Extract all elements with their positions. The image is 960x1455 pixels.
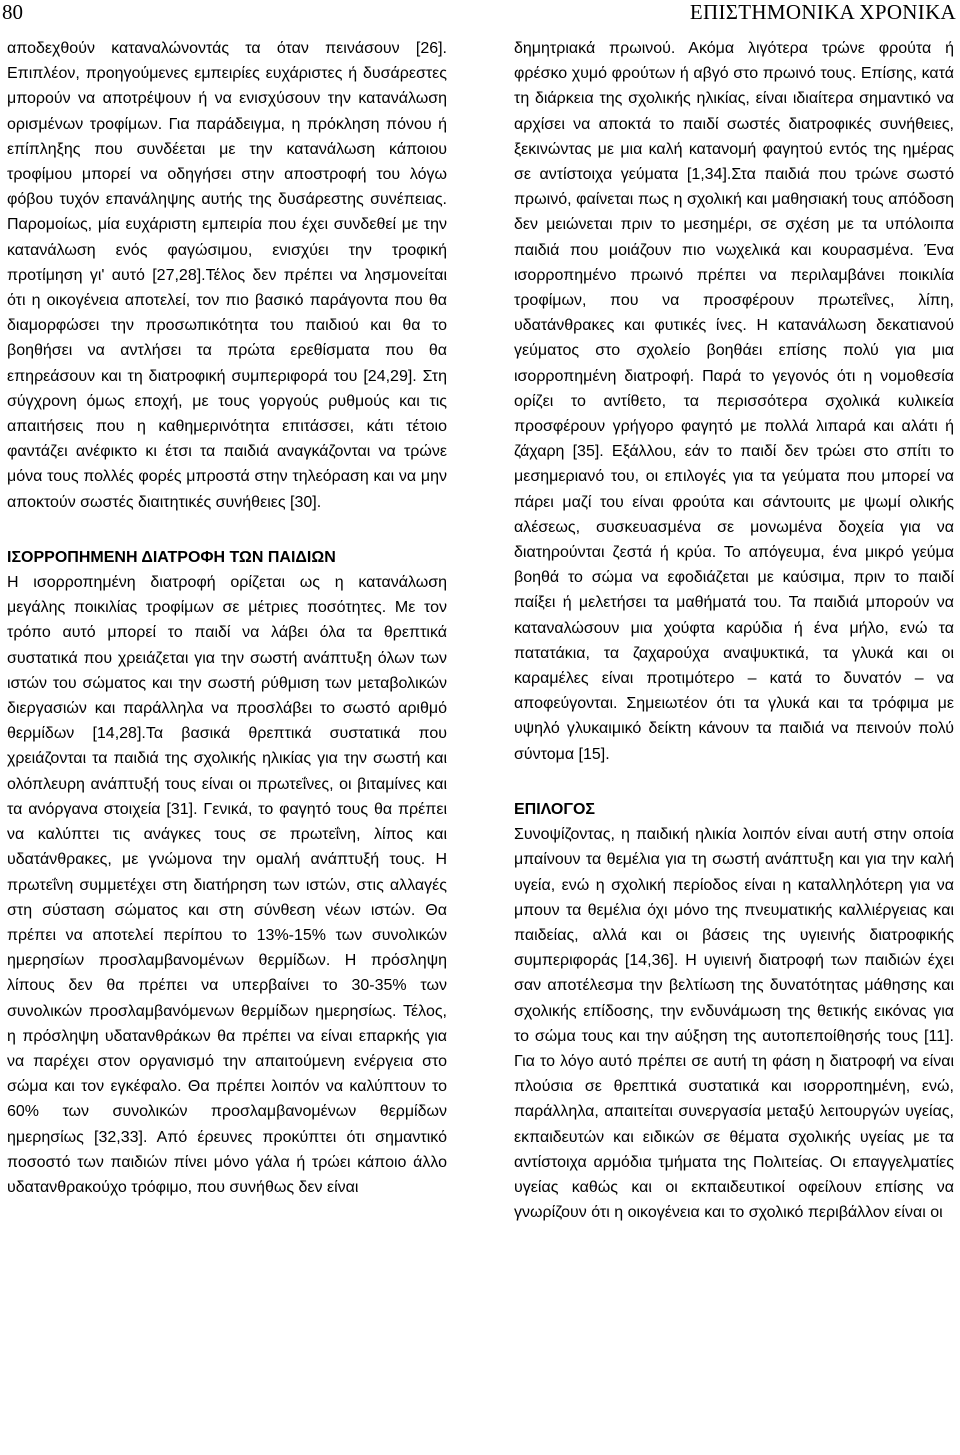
journal-name: ΕΠΙΣΤΗΜΟΝΙΚΑ ΧΡΟΝΙΚΑ [689, 0, 956, 24]
paragraph-food-experiences-family: αποδεχθούν καταναλώνοντάς τα όταν πεινάσουν [26]. Επιπλέον, προηγούμενες εμπειρίες ευχάριστες ή δυσάρεστες μπορούν να αποτρέψουν ή να ενισχύσουν την κατανάλωση ορισμένων τροφίμων. Για παράδειγμα, η πρόκληση πόνου ή επίπληξης που συνδέεται με την κατανάλωση κάποιου τροφίμου μπορεί να οδηγήσει στην αποστροφή του λόγω φόβου τυχόν επανάληψης αυτής της δυσάρεστης συνέπειας. Παρομοίως, μία ευχάριστη εμπειρία που έχει συνδεθεί με την κατανάλωση ενός φαγώσιμου, ενισχύει την τροφική προτίμηση γι' αυτό [27,28].Τέλος δεν πρέπει να λησμονείται ότι η οικογένεια αποτελεί, τον πιο βασικό παράγοντα που θα διαμορφώσει την προσωπικότητα του παιδιού και θα το βοηθήσει να αντλήσει τα πρώτα ερεθίσματα που θα επηρεάσουν και τη διατροφική συμπεριφορά του [24,29]. Στη σύγχρονη όμως εποχή, με τους γοργούς ρυθμούς και τις απαιτήσεις που η καθημερινότητα επιτάσσει, κάτι τέτοιο φαντάζει ανέφικτο κι έτσι τα παιδιά αναγκάζονται να τρώνε μόνα τους πολλές φορές μπροστά στην τηλεόραση και να μην αποκτούν σωστές διαιτητικές συνήθειες [30]. [7, 40, 447, 511]
section-heading-balanced-diet: ΙΣΟΡΡΟΠΗΜΕΝΗ ΔΙΑΤΡΟΦΗ ΤΩΝ ΠΑΙΔΙΩΝ [7, 548, 336, 566]
section-spacer [7, 515, 447, 545]
section-heading-epilogue: ΕΠΙΛΟΓΟΣ [514, 800, 596, 818]
paragraph-breakfast-meals: δημητριακά πρωινού. Ακόμα λιγότερα τρώνε φρούτα ή φρέσκο χυμό φρούτων ή αβγό στο πρωινό τους. Επίσης, κατά τη διάρκεια της σχολικής ηλικίας, είναι ιδιαίτερα σημαντικό να αρχίσει να αποκτά το παιδί σωστές διατροφικές συνήθειες, ξεκινώντας με μια καλή κατανομή φαγητού εντός της ημέρας σε αντίστοιχα γεύματα [1,34].Στα παιδιά που τρώνε σωστό πρωινό, φαίνεται πως η σχολική και μαθησιακή τους απόδοση δεν μειώνεται πριν το μεσημέρι, σε σχέση με τα υπόλοιπα παιδιά που μοιάζουν πιο νωχελικά και κουρασμένα. Ένα ισορροπημένο πρωινό πρέπει να περιλαμβάνει ποικιλία τροφίμων, που να προσφέρουν πρωτεΐνες, λίπη, υδατάνθρακες και φυτικές ίνες. Η κατανάλωση δεκατιανού γεύματος στο σχολείο βοηθάει επίσης πολύ για μια ισορροπημένη διατροφή. Παρά το γεγονός ότι η νομοθεσία ορίζει το αντίθετο, τα περισσότερα σχολικά κυλικεία προσφέρουν γρήγορο φαγητό με πολλά λιπαρά και αλάτι ή ζάχαρη [35]. Εξάλλου, εάν το παιδί δεν τρώει στο σπίτι το μεσημεριανό του, οι επιλογές για τα γεύματα που μπορεί να πάρει μαζί του είναι φρούτα και σάντουιτς με ψωμί ολικής αλέσεως, συσκευασμένα σε μονωμένα δοχεία για να διατηρούνται ζεστά ή κρύα. Το απόγευμα, ένα μικρό γεύμα βοηθά το σώμα να εφοδιάζεται με καύσιμα, πριν το παιδί παίξει ή μελετήσει τα μαθήματά του. Τα παιδιά μπορούν να καταναλώσουν μια χούφτα καρύδια ή ένα μήλο, ενώ τα πατατάκια, τα ζαχαρούχα αναψυκτικά, τα γλυκά και οι καραμέλες είναι προτιμότερο – κατά το δυνατόν – να αποφεύγονται. Σημειωτέον ότι τα γλυκά και τα τρόφιμα με υψηλό γλυκαιμικό δείκτη κάνουν τα παιδιά να πεινούν πολύ σύντομα [15]. [514, 40, 954, 763]
right-column [514, 36, 954, 1225]
paragraph-epilogue: Συνοψίζοντας, η παιδική ηλικία λοιπόν είναι αυτή στην οποία μπαίνουν τα θεμέλια για τη σωστή ανάπτυξη και για την καλή υγεία, ενώ η σχολική περίοδος είναι η καταλληλότερη για να μπουν τα θεμέλια όχι μόνο της πνευματικής καλλιέργειας και παιδείας, αλλά και οι βάσεις της υγιεινής διατροφικής συμπεριφοράς [14,36]. Η υγιεινή διατροφή των παιδιών έχει σαν αποτέλεσμα την βελτίωση της δυνατότητας μάθησης και σχολικής επίδοσης, την ενδυνάμωση της θετικής εικόνας για το σώμα τους και την αύξηση της αυτοπεποίθησής τους [11]. Για το λόγο αυτό πρέπει σε αυτή τη φάση η διατροφή να είναι πλούσια σε θρεπτικά συστατικά και ισορροπημένη, ενώ, παράλληλα, απαιτείται συνεργασία μεταξύ λειτουργών υγείας, εκπαιδευτών και ειδικών σε θέματα σχολικής υγείας με τα αντίστοιχα αρμόδια τμήματα της Πολιτείας. Οι επαγγελματίες υγείας καθώς και οι εκπαιδευτικοί οφείλουν επίσης να γνωρίζουν ότι η οικογένεια και το σχολικό περιβάλλον είναι οι [514, 826, 954, 1222]
left-column [7, 36, 447, 1200]
paragraph-balanced-diet: Η ισορροπημένη διατροφή ορίζεται ως η κατανάλωση μεγάλης ποικιλίας τροφίμων σε μέτριες ποσότητες. Με τον τρόπο αυτό μπορεί το παιδί να λάβει όλα τα θρεπτικά συστατικά που χρειάζεται για την σωστή ανάπτυξη όλων των ιστών του σώματος και την σωστή ρύθμιση των μεταβολικών διεργασιών και παράλληλα να προσλάβει το σωστό αριθμό θερμίδων [14,28].Τα βασικά θρεπτικά συστατικά που χρειάζονται τα παιδιά της σχολικής ηλικίας για την σωστή και ολόπλευρη ανάπτυξή τους είναι οι πρωτεΐνες, οι βιταμίνες και τα ανόργανα στοιχεία [31]. Γενικά, το φαγητό τους θα πρέπει να καλύπτει τις ανάγκες τους σε πρωτεΐνη, λίπος και υδατάνθρακες, με γνώμονα την ομαλή ανάπτυξή τους. Η πρωτεΐνη συμμετέχει στη διατήρηση των ιστών, στις αλλαγές στη σύσταση σώματος και στη σύνθεση νέων ιστών. Θα πρέπει να αποτελεί περίπου το 13%-15% των συνολικών ημερησίων προσλαμβανομένων θερμίδων. Η πρόσληψη λίπους δεν θα πρέπει να υπερβαίνει το 30-35% των συνολικών προσλαμβανόμενων θερμίδων ημερησίως. Τέλος, η πρόσληψη υδατανθράκων θα πρέπει να είναι επαρκής για να παρέχει στον οργανισμό την απαιτούμενη ενέργεια στο σώμα και τον εγκέφαλο. Θα πρέπει λοιπόν να καλύπτουν το 60% των συνολικών προσλαμβανομένων θερμίδων ημερησίως [32,33]. Από έρευνες προκύπτει ότι σημαντικό ποσοστό των παιδιών πίνει μόνο γάλα ή τρώει κάποιο άλλο υδατανθρακούχο τρόφιμο, που συνήθως δεν είναι [7, 574, 447, 1196]
section-spacer [514, 767, 954, 797]
page-number: 80 [2, 0, 23, 24]
